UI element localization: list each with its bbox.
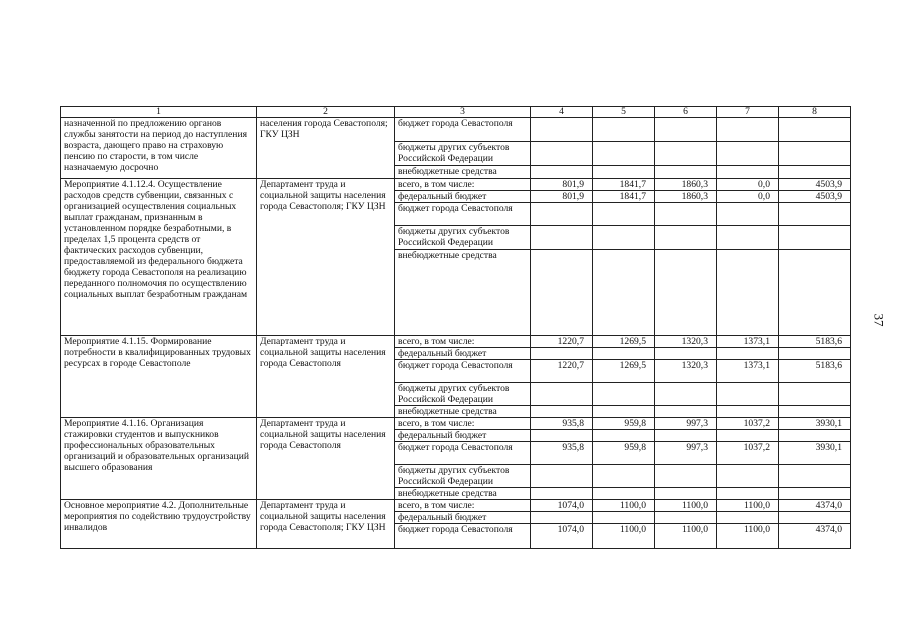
amount-cell: 1841,7 [593,179,655,191]
amount-cell: 0,0 [717,179,779,191]
amount-cell: 1220,7 [531,336,593,348]
funding-source: бюджет города Севастополя [395,442,531,465]
amount-cell [531,166,593,179]
amount-cell [655,406,717,418]
amount-cell [717,465,779,488]
amount-cell [593,488,655,500]
amount-cell [593,142,655,166]
amount-cell [531,348,593,360]
amount-cell [779,488,851,500]
amount-cell: 997,3 [655,418,717,430]
amount-cell [717,166,779,179]
table-row [61,418,851,430]
amount-cell [779,166,851,179]
amount-cell [779,226,851,250]
column-number: 6 [655,107,717,118]
amount-cell: 959,8 [593,442,655,465]
amount-cell [593,203,655,226]
amount-cell: 3930,1 [779,418,851,430]
amount-cell: 3930,1 [779,442,851,465]
funding-source: федеральный бюджет [395,191,531,203]
amount-cell: 1373,1 [717,336,779,348]
amount-cell: 4503,9 [779,179,851,191]
amount-cell: 1860,3 [655,179,717,191]
amount-cell [531,203,593,226]
amount-cell: 1269,5 [593,336,655,348]
funding-source: бюджеты других субъектов Российской Федерации [395,383,531,406]
amount-cell [717,488,779,500]
amount-cell: 1100,0 [593,500,655,512]
amount-cell: 1100,0 [655,524,717,549]
amount-cell [779,250,851,336]
column-number: 4 [531,107,593,118]
column-number: 3 [395,107,531,118]
funding-source: внебюджетные средства [395,250,531,336]
amount-cell [655,383,717,406]
amount-cell: 1100,0 [593,524,655,549]
amount-cell [593,465,655,488]
table-body [61,107,851,549]
amount-cell: 1220,7 [531,360,593,383]
amount-cell: 1074,0 [531,500,593,512]
amount-cell [531,488,593,500]
table-row [61,500,851,512]
funding-source: бюджет города Севастополя [395,524,531,549]
amount-cell: 4503,9 [779,191,851,203]
amount-cell [779,118,851,142]
funding-source: федеральный бюджет [395,348,531,360]
amount-cell: 935,8 [531,442,593,465]
amount-cell: 801,9 [531,179,593,191]
amount-cell: 1860,3 [655,191,717,203]
amount-cell [655,488,717,500]
amount-cell: 1100,0 [717,500,779,512]
amount-cell [655,118,717,142]
amount-cell: 1373,1 [717,360,779,383]
funding-source: внебюджетные средства [395,488,531,500]
funding-source: бюджеты других субъектов Российской Федерации [395,226,531,250]
funding-source: бюджет города Севастополя [395,203,531,226]
amount-cell [655,430,717,442]
amount-cell [593,430,655,442]
table-row [61,118,851,142]
column-number: 7 [717,107,779,118]
funding-source: внебюджетные средства [395,166,531,179]
amount-cell: 1320,3 [655,336,717,348]
amount-cell [717,118,779,142]
amount-cell: 959,8 [593,418,655,430]
column-number: 5 [593,107,655,118]
executor: Департамент труда и социальной защиты населения города Севастополя; ГКУ ЦЗН [257,179,395,336]
funding-source: всего, в том числе: [395,500,531,512]
amount-cell [779,348,851,360]
amount-cell [717,512,779,524]
column-number-row [61,107,851,118]
budget-table [60,106,851,549]
activity-description: Мероприятие 4.1.15. Формирование потребности в квалифицированных трудовых ресурсах в городе Севастополе [61,336,257,418]
amount-cell [593,348,655,360]
amount-cell: 1269,5 [593,360,655,383]
funding-source: внебюджетные средства [395,406,531,418]
amount-cell: 1320,3 [655,360,717,383]
amount-cell [531,465,593,488]
activity-description: назначенной по предложению органов службы занятости на период до наступления возраста, дающего право на страховую пенсию по старости, в том числе назначаемую досрочно [61,118,257,179]
funding-source: федеральный бюджет [395,512,531,524]
amount-cell [531,430,593,442]
executor: Департамент труда и социальной защиты населения города Севастополя [257,418,395,500]
amount-cell [779,406,851,418]
funding-source: всего, в том числе: [395,336,531,348]
amount-cell [531,406,593,418]
amount-cell: 5183,6 [779,336,851,348]
amount-cell [593,383,655,406]
funding-source: всего, в том числе: [395,418,531,430]
amount-cell [717,406,779,418]
amount-cell [779,465,851,488]
funding-source: бюджеты других субъектов Российской Федерации [395,465,531,488]
amount-cell [531,118,593,142]
activity-description: Мероприятие 4.1.12.4. Осуществление расходов средств субвенции, связанных с организацией осуществления социальных выплат гражданам, признанным в установленном порядке безработными, в пределах 1,5 процента средств от фактических расходов субвенции, предоставляемой из федерального бюджета бюджету города Севастополя на реализацию переданного полномочия по осуществлению социальных выплат безработным гражданам [61,179,257,336]
amount-cell: 0,0 [717,191,779,203]
amount-cell: 4374,0 [779,524,851,549]
executor: Департамент труда и социальной защиты населения города Севастополя [257,336,395,418]
amount-cell [531,250,593,336]
amount-cell [779,383,851,406]
amount-cell [593,226,655,250]
column-number: 1 [61,107,257,118]
amount-cell [717,348,779,360]
amount-cell [779,142,851,166]
amount-cell [655,250,717,336]
funding-source: всего, в том числе: [395,179,531,191]
amount-cell [593,250,655,336]
funding-source: бюджет города Севастополя [395,360,531,383]
amount-cell [593,118,655,142]
amount-cell: 935,8 [531,418,593,430]
activity-description: Мероприятие 4.1.16. Организация стажировки студентов и выпускников профессиональных образовательных организаций и образовательных организаций высшего образования [61,418,257,500]
amount-cell [531,226,593,250]
amount-cell: 801,9 [531,191,593,203]
column-number: 8 [779,107,851,118]
funding-source: бюджет города Севастополя [395,118,531,142]
amount-cell: 1100,0 [655,500,717,512]
amount-cell [655,203,717,226]
activity-description: Основное мероприятие 4.2. Дополнительные мероприятия по содействию трудоустройству инвалидов [61,500,257,549]
amount-cell [655,142,717,166]
amount-cell [531,512,593,524]
column-number: 2 [257,107,395,118]
amount-cell [717,142,779,166]
table-row [61,336,851,348]
amount-cell [779,430,851,442]
amount-cell: 1074,0 [531,524,593,549]
amount-cell: 1841,7 [593,191,655,203]
amount-cell: 1037,2 [717,418,779,430]
executor: населения города Севастополя; ГКУ ЦЗН [257,118,395,179]
amount-cell [717,383,779,406]
amount-cell [655,512,717,524]
amount-cell [655,348,717,360]
amount-cell [779,512,851,524]
amount-cell [655,166,717,179]
funding-source: федеральный бюджет [395,430,531,442]
executor: Департамент труда и социальной защиты населения города Севастополя; ГКУ ЦЗН [257,500,395,549]
amount-cell [531,142,593,166]
amount-cell [717,430,779,442]
page-number: 37 [871,313,887,327]
funding-source: бюджеты других субъектов Российской Федерации [395,142,531,166]
amount-cell [717,203,779,226]
amount-cell [593,166,655,179]
amount-cell: 1037,2 [717,442,779,465]
amount-cell: 1100,0 [717,524,779,549]
amount-cell: 4374,0 [779,500,851,512]
amount-cell [779,203,851,226]
amount-cell [717,250,779,336]
amount-cell [593,512,655,524]
table-row [61,179,851,191]
amount-cell [531,383,593,406]
amount-cell: 5183,6 [779,360,851,383]
amount-cell [655,465,717,488]
amount-cell [717,226,779,250]
amount-cell [593,406,655,418]
amount-cell: 997,3 [655,442,717,465]
amount-cell [655,226,717,250]
